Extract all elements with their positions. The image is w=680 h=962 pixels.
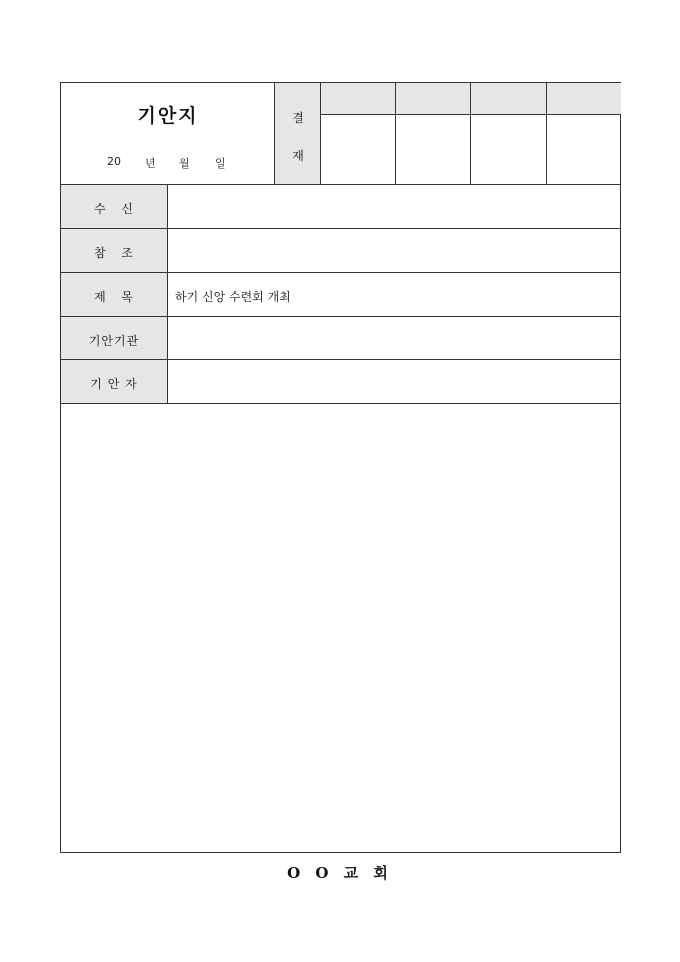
church-name-footer: O O 교 회 [287, 864, 393, 882]
field-value-reference[interactable] [175, 244, 615, 260]
divider [61, 272, 621, 273]
divider [167, 185, 168, 404]
form-title: 기안지 [137, 105, 199, 127]
approval-sign-box-2[interactable] [396, 115, 471, 185]
draft-form [60, 82, 621, 853]
divider [61, 228, 621, 229]
approval-sign-box-4[interactable] [547, 115, 621, 185]
divider [320, 83, 321, 185]
field-value-recipient[interactable] [175, 200, 615, 216]
field-value-drafter[interactable] [175, 375, 615, 391]
divider [61, 316, 621, 317]
date-year-unit: 년 [145, 157, 156, 170]
divider [61, 184, 621, 185]
divider [395, 83, 396, 185]
document-body[interactable] [61, 404, 620, 852]
date-month-unit: 월 [179, 157, 190, 170]
field-label-drafter: 기 안 자 [90, 377, 138, 391]
date-day-unit: 일 [215, 157, 226, 170]
field-label-drafting-org: 기안기관 [88, 334, 140, 348]
approval-label-top: 결 [292, 111, 304, 125]
divider [61, 359, 621, 360]
date-year-prefix: 20 [107, 155, 121, 168]
field-value-drafting-org[interactable] [175, 332, 615, 348]
divider [274, 83, 275, 185]
approval-label-cell [275, 83, 321, 185]
approval-sign-box-3[interactable] [471, 115, 547, 185]
approval-header-row [321, 83, 621, 115]
field-label-reference: 참 조 [94, 246, 134, 260]
divider [470, 83, 471, 185]
approval-sign-box-1[interactable] [321, 115, 396, 185]
divider [546, 83, 547, 185]
divider [321, 114, 621, 115]
approval-label-bottom: 재 [292, 149, 304, 163]
field-value-subject[interactable]: 하기 신앙 수련회 개최 [175, 290, 291, 304]
field-label-subject: 제 목 [94, 290, 134, 304]
field-label-recipient: 수 신 [94, 202, 134, 216]
